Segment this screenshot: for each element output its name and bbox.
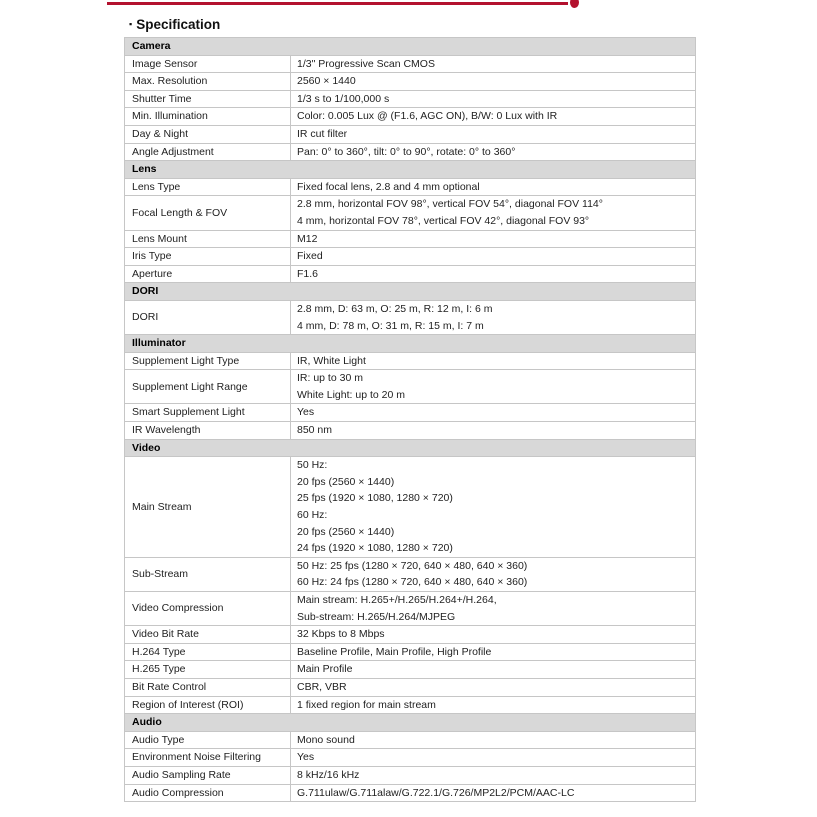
spec-row [125,558,695,592]
spec-row [125,179,695,197]
spec-row [125,749,695,767]
spec-value-line: Yes [297,751,315,764]
spec-row [125,108,695,126]
spec-label: H.265 Type [125,661,291,678]
spec-value [291,785,695,802]
spec-value-line: 60 Hz: [297,509,328,522]
spec-label: Min. Illumination [125,108,291,125]
spec-value [291,231,695,248]
spec-label: Lens Type [125,179,291,196]
spec-value [291,144,695,161]
spec-value-line: 50 Hz: [297,459,328,472]
spec-label: Angle Adjustment [125,144,291,161]
spec-label: Smart Supplement Light [125,404,291,421]
spec-label: Max. Resolution [125,73,291,90]
spec-row [125,785,695,803]
spec-label: IR Wavelength [125,422,291,439]
spec-value-line: 2.8 mm, horizontal FOV 98°, vertical FOV 54°, diagonal FOV 114° [297,198,603,211]
spec-label: Shutter Time [125,91,291,108]
spec-row [125,644,695,662]
spec-row [125,422,695,440]
spec-value [291,592,695,625]
spec-label: Region of Interest (ROI) [125,697,291,714]
spec-value-line: Yes [297,406,315,419]
spec-value [291,196,695,229]
spec-value-line: 50 Hz: 25 fps (1280 × 720, 640 × 480, 640 × 360) [297,559,528,572]
spec-label: Environment Noise Filtering [125,749,291,766]
spec-value [291,732,695,749]
spec-value [291,422,695,439]
spec-label: Supplement Light Range [125,370,291,403]
spec-row [125,231,695,249]
spec-label: Lens Mount [125,231,291,248]
spec-value [291,248,695,265]
spec-value [291,126,695,143]
spec-value [291,457,695,557]
spec-value [291,73,695,90]
spec-label: Audio Sampling Rate [125,767,291,784]
red-accent-line [107,2,568,5]
spec-value-line: Baseline Profile, Main Profile, High Profile [297,645,492,658]
spec-label: Day & Night [125,126,291,143]
spec-value [291,91,695,108]
spec-value [291,56,695,73]
spec-value-line: 60 Hz: 24 fps (1280 × 720, 640 × 480, 640 × 360) [297,576,528,589]
spec-label: Main Stream [125,457,291,557]
spec-value-line: 1/3" Progressive Scan CMOS [297,57,435,70]
spec-label: Image Sensor [125,56,291,73]
spec-value-line: Sub-stream: H.265/H.264/MJPEG [297,610,456,623]
spec-row [125,457,695,558]
spec-value [291,558,695,591]
spec-value-line: Main stream: H.265+/H.265/H.264+/H.264, [297,594,497,606]
spec-value [291,179,695,196]
spec-value-line: Fixed [297,250,323,263]
spec-value-line: 1/3 s to 1/100,000 s [297,92,390,105]
spec-row [125,370,695,404]
spec-label: Audio Type [125,732,291,749]
spec-value [291,404,695,421]
spec-value-line: 4 mm, D: 78 m, O: 31 m, R: 15 m, I: 7 m [297,319,484,332]
spec-value-line: 2560 × 1440 [297,75,356,88]
section-header: Lens [125,161,695,179]
spec-value [291,644,695,661]
spec-value [291,266,695,283]
spec-row [125,196,695,230]
spec-row [125,626,695,644]
spec-value-line: Fixed focal lens, 2.8 and 4 mm optional [297,180,480,193]
spec-value-line: G.711ulaw/G.711alaw/G.722.1/G.726/MP2L2/PCM/AAC-LC [297,786,575,799]
spec-label: Video Bit Rate [125,626,291,643]
spec-value-line: White Light: up to 20 m [297,388,405,401]
spec-value-line: IR cut filter [297,127,348,140]
spec-value [291,370,695,403]
spec-value-line: 850 nm [297,424,333,437]
spec-row [125,679,695,697]
spec-row [125,248,695,266]
spec-value [291,749,695,766]
spec-row [125,144,695,162]
spec-label: DORI [125,301,291,334]
section-header: Audio [125,714,695,732]
page-title [129,17,220,32]
spec-value-line: Color: 0.005 Lux @ (F1.6, AGC ON), B/W: 0 Lux with IR [297,110,558,123]
spec-label: Video Compression [125,592,291,625]
spec-value-line: 20 fps (2560 × 1440) [297,475,395,488]
spec-label: Audio Compression [125,785,291,802]
spec-label: Bit Rate Control [125,679,291,696]
spec-value-line: F1.6 [297,267,319,280]
spec-label: Focal Length & FOV [125,196,291,229]
spec-value-line: Pan: 0° to 360°, tilt: 0° to 90°, rotate: 0° to 360° [297,145,516,158]
spec-row [125,56,695,74]
spec-value-line: IR: up to 30 m [297,372,363,385]
spec-value-line: Main Profile [297,663,353,676]
bullet-icon: ▪ [129,19,133,29]
spec-value-line: 20 fps (2560 × 1440) [297,525,395,538]
spec-value-line: CBR, VBR [297,680,347,693]
section-header: Illuminator [125,335,695,353]
spec-label: H.264 Type [125,644,291,661]
spec-value [291,301,695,334]
spec-value-line: 8 kHz/16 kHz [297,768,360,781]
spec-label: Iris Type [125,248,291,265]
page-title-text: Specification [136,17,221,32]
red-text-fragment [570,0,579,8]
spec-value-line: 1 fixed region for main stream [297,698,436,711]
spec-value-line: Mono sound [297,733,355,746]
spec-row [125,732,695,750]
spec-row [125,126,695,144]
section-header: Camera [125,38,695,56]
section-header: DORI [125,283,695,301]
spec-value-line: IR, White Light [297,354,366,367]
spec-value-line: 24 fps (1920 × 1080, 1280 × 720) [297,542,453,555]
spec-value-line: 32 Kbps to 8 Mbps [297,628,385,641]
spec-value-line: 4 mm, horizontal FOV 78°, vertical FOV 42°, diagonal FOV 93° [297,214,590,227]
spec-value [291,353,695,370]
spec-label: Sub-Stream [125,558,291,591]
spec-row [125,661,695,679]
spec-value-line: 25 fps (1920 × 1080, 1280 × 720) [297,492,453,505]
spec-value [291,767,695,784]
spec-row [125,767,695,785]
spec-value [291,626,695,643]
spec-value-line: 2.8 mm, D: 63 m, O: 25 m, R: 12 m, I: 6 m [297,302,493,315]
spec-value [291,661,695,678]
spec-row [125,404,695,422]
spec-row [125,73,695,91]
spec-row [125,91,695,109]
spec-value [291,679,695,696]
spec-value-line: M12 [297,232,318,245]
spec-row [125,266,695,284]
specification-table [124,37,696,802]
spec-row [125,301,695,335]
spec-row [125,592,695,626]
section-header: Video [125,440,695,458]
spec-value [291,108,695,125]
spec-row [125,697,695,715]
spec-label: Aperture [125,266,291,283]
spec-row [125,353,695,371]
spec-label: Supplement Light Type [125,353,291,370]
spec-value [291,697,695,714]
